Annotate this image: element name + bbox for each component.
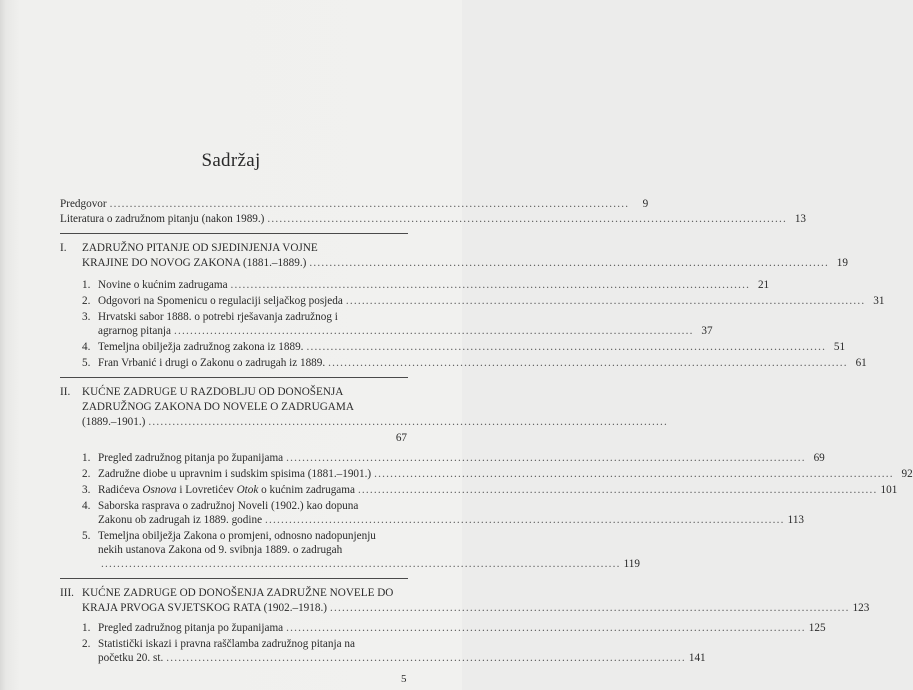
leader-dots: .................................................................................................................................. [109,198,630,210]
chapter-numeral: I. [60,242,67,254]
chapter-numeral: II. [60,386,71,398]
chapter-title: KRAJA PRVOGA SVJETSKOG RATA (1902.–1918.) [82,602,327,614]
section-divider [60,233,408,234]
toc-entry-label: Literatura o zadružnom pitanju (nakon 1989.) [60,213,265,225]
toc-subentry-line-1[interactable]: 5. Temeljna obilježja Zakona o promjeni, odnosno nadopunjenju [82,530,376,542]
chapter-title: ZADRUŽNOG ZAKONA DO NOVELE O ZADRUGAMA [82,401,354,413]
toc-subentry[interactable]: 3. Radićeva Osnova i Lovretićev Otok o kućnim zadrugama .................................................................................................................................. 101 [82,484,898,496]
chapter-title: KUĆNE ZADRUGE OD DONOŠENJA ZADRUŽNE NOVELE DO [82,587,394,599]
leader-dots: .................................................................................................................................. [309,257,829,269]
toc-subentry[interactable]: 1. Pregled zadružnog pitanja po županijama .................................................................................................................................. 69 [82,452,825,464]
page-title: Sadržaj [201,150,261,171]
toc-entry-literature[interactable] [60,212,807,226]
toc-subentry-line-2[interactable]: Zakonu ob zadrugah iz 1889. godine .................................................................................................................................. 113 [98,514,805,526]
chapter-title: KUĆNE ZADRUGE U RAZDOBLJU OD DONOŠENJA [82,386,344,398]
toc-entry-preface[interactable] [60,197,649,211]
leader-dots: .................................................................................................................................. [230,279,751,291]
toc-subentry-line-1[interactable]: 3. Hrvatski sabor 1888. o potrebi rješavanja zadružnog i [82,311,338,323]
leader-dots: .................................................................................................................................. [329,602,850,614]
leader-dots: .................................................................................................................................. [265,514,785,526]
toc-chapter-2-line-2[interactable] [82,400,407,414]
toc-subentry[interactable]: 4. Temeljna obilježja zadružnog zakona iz 1889. .................................................................................................................................. 51 [82,341,846,353]
toc-subentry[interactable]: 5. Fran Vrbanić i drugi o Zakonu o zadrugah iz 1889. .................................................................................................................................. 61 [82,357,867,369]
chapter-numeral: III. [60,587,74,599]
toc-page-number: 9 [642,198,649,210]
leader-dots: .................................................................................................................................. [166,652,686,664]
toc-subentry-line-1[interactable]: 2. Statistički iskazi i pravna raščlamba zadružnog pitanja na [82,638,355,650]
toc-page-number: 19 [836,257,848,269]
toc-chapter-2-line-1[interactable] [60,385,407,399]
chapter-title: ZADRUŽNO PITANJE OD SJEDINJENJA VOJNE [82,242,318,254]
toc-chapter-2-line-3[interactable] [82,415,668,429]
toc-subentry[interactable]: 1. Novine o kućnim zadrugama .................................................................................................................................. 21 [82,279,770,291]
toc-page-number: 123 [852,602,870,614]
leader-dots: .................................................................................................................................. [286,622,806,634]
toc-chapter-3-line-1[interactable] [60,586,407,600]
toc-subentry[interactable]: 2. Odgovori na Spomenicu o regulaciji seljačkog posjeda .................................................................................................................................. 31 [82,295,885,307]
toc-subentry[interactable]: 1. Pregled zadružnog pitanja po županijama .................................................................................................................................. 125 [82,622,826,634]
toc-entry-label: Predgovor [60,198,107,210]
toc-chapter-1-line-1[interactable] [60,241,407,255]
leader-dots: .................................................................................................................................. [328,357,848,369]
toc-subentry-line-2[interactable]: početku 20. st. .................................................................................................................................. 141 [98,652,706,664]
leader-dots: .................................................................................................................................. [101,558,621,570]
toc-chapter-3-line-2[interactable] [82,601,870,615]
leader-dots: .................................................................................................................................. [148,416,668,428]
section-divider [60,377,408,378]
chapter-title: KRAJINE DO NOVOG ZAKONA (1881.–1889.) [82,257,307,269]
toc-chapter-2-page [82,431,407,445]
toc-page-number: 13 [794,213,807,225]
chapter-title: (1889.–1901.) [82,416,146,428]
leader-dots: .................................................................................................................................. [374,468,894,480]
leader-dots: .................................................................................................................................. [286,452,806,464]
leader-dots: .................................................................................................................................. [345,295,866,307]
leader-dots: .................................................................................................................................. [357,484,878,496]
page-number: 5 [401,673,407,685]
toc-subentry[interactable]: 2. Zadružne diobe u upravnim i sudskim spisima (1881.–1901.) .................................................................................................................................. 92 [82,468,913,480]
section-divider [60,578,408,579]
toc-chapter-1-line-2[interactable] [82,256,848,270]
leader-dots: .................................................................................................................................. [267,213,788,225]
toc-subentry-line-2[interactable]: nekih ustanova Zakona od 9. svibnja 1889. o zadrugah [98,544,343,556]
toc-page-number: 67 [395,432,407,444]
toc-subentry-line-2[interactable]: agrarnog pitanja .................................................................................................................................. 37 [98,325,713,337]
toc-subentry-line-3[interactable]: .................................................................................................................................. 119 [101,558,640,570]
leader-dots: .................................................................................................................................. [174,325,694,337]
toc-subentry-line-1[interactable]: 4. Saborska rasprava o zadružnoj Noveli (1902.) kao dopuna [82,500,359,512]
leader-dots: .................................................................................................................................. [306,341,827,353]
